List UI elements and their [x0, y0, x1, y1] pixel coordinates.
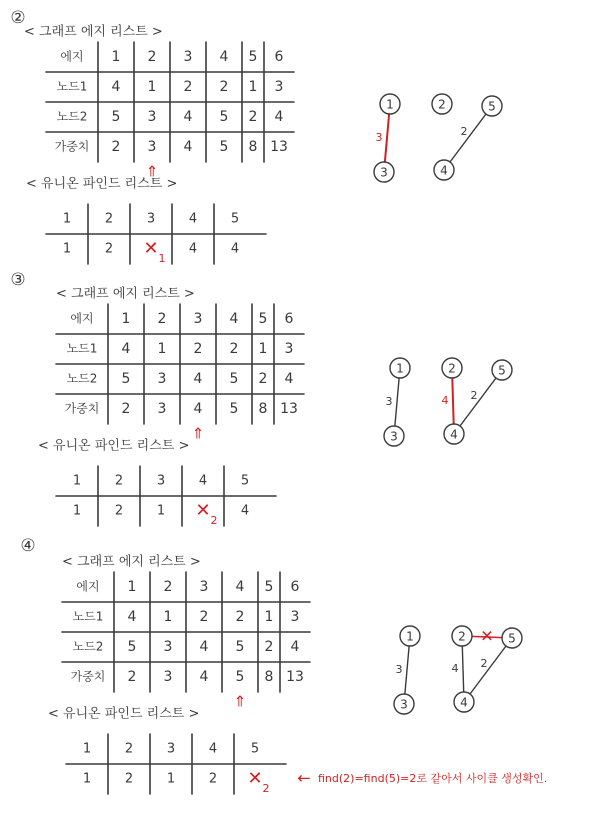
edge-list-table — [46, 42, 294, 181]
table-row-label: 가중치 — [64, 401, 100, 416]
uf-parent: 1 — [156, 503, 166, 519]
uf-parent: 2 — [104, 241, 114, 257]
table-cell: 2 — [235, 609, 245, 625]
table-cell: 5 — [264, 579, 274, 595]
current-edge-pointer: ⇑ — [233, 692, 247, 711]
table-cell: 1 — [157, 341, 167, 357]
graph-node-label: 2 — [458, 629, 466, 644]
graph-diagram — [384, 358, 512, 446]
graph-node-label: 4 — [460, 695, 468, 710]
table-cell: 4 — [183, 109, 193, 125]
table-cell: 2 — [183, 79, 193, 95]
table-cell: 6 — [274, 49, 284, 65]
rejected-edge-mark: ✕ — [480, 626, 494, 646]
table-cell: 1 — [258, 341, 268, 357]
edge-list-title: < 그래프 에지 리스트 > — [24, 24, 163, 40]
current-edge-pointer: ⇑ — [191, 424, 205, 443]
table-row-label: 노드1 — [66, 341, 98, 356]
table-cell: 2 — [163, 579, 173, 595]
table-cell: 5 — [219, 139, 229, 155]
step-3-section — [10, 270, 512, 527]
table-cell: 4 — [193, 371, 203, 387]
uf-index: 5 — [230, 211, 240, 227]
table-cell: 1 — [264, 609, 274, 625]
uf-parent: 1 — [82, 771, 92, 787]
uf-index: 3 — [156, 473, 166, 489]
table-cell: 5 — [248, 49, 258, 65]
graph-edge-4-5 — [454, 370, 502, 434]
edge-weight-label: 2 — [460, 125, 468, 138]
edge-weight-label: 2 — [470, 389, 478, 402]
uf-index: 5 — [240, 473, 250, 489]
step-2-section — [10, 8, 502, 265]
table-cell: 4 — [183, 139, 193, 155]
uf-overwritten-mark: ✕ — [143, 238, 159, 259]
step-number: ③ — [10, 270, 26, 290]
table-cell: 3 — [157, 401, 167, 417]
table-cell: 3 — [290, 609, 300, 625]
step-number: ② — [10, 8, 26, 28]
table-cell: 3 — [163, 639, 173, 655]
table-cell: 3 — [284, 341, 294, 357]
uf-index: 3 — [146, 211, 156, 227]
table-cell: 2 — [111, 139, 121, 155]
table-cell: 5 — [111, 109, 121, 125]
table-cell: 5 — [229, 371, 239, 387]
graph-node-label: 5 — [488, 99, 496, 114]
uf-index: 4 — [198, 473, 208, 489]
table-row-label: 에지 — [70, 311, 94, 326]
table-cell: 1 — [147, 79, 157, 95]
uf-parent: 1 — [62, 241, 72, 257]
table-row-label: 가중치 — [54, 139, 90, 154]
current-edge-pointer: ⇑ — [145, 162, 159, 181]
edge-list-title: < 그래프 에지 리스트 > — [62, 554, 201, 570]
table-cell: 2 — [121, 401, 131, 417]
table-cell: 4 — [284, 371, 294, 387]
table-cell: 2 — [199, 609, 209, 625]
graph-node-label: 2 — [448, 361, 456, 376]
table-cell: 5 — [235, 669, 245, 685]
table-cell: 2 — [219, 79, 229, 95]
edge-weight-label: 4 — [441, 394, 449, 407]
uf-index: 1 — [72, 473, 82, 489]
table-row-label: 에지 — [60, 49, 84, 64]
union-find-table — [66, 734, 286, 795]
uf-parent: 2 — [208, 771, 218, 787]
table-cell: 2 — [258, 371, 268, 387]
cycle-note: find(2)=find(5)=2로 같아서 사이클 생성확인. — [318, 772, 548, 785]
uf-index: 3 — [166, 741, 176, 757]
edge-list-title: < 그래프 에지 리스트 > — [56, 286, 195, 302]
table-cell: 4 — [199, 639, 209, 655]
graph-node-label: 1 — [396, 361, 404, 376]
uf-overwritten-mark: ✕ — [195, 500, 211, 521]
table-cell: 3 — [193, 311, 203, 327]
table-cell: 2 — [229, 341, 239, 357]
uf-index: 1 — [82, 741, 92, 757]
table-cell: 4 — [290, 639, 300, 655]
table-cell: 3 — [163, 669, 173, 685]
edge-list-table — [62, 572, 310, 711]
table-cell: 3 — [274, 79, 284, 95]
uf-parent: 4 — [240, 503, 250, 519]
table-cell: 13 — [286, 669, 304, 685]
table-cell: 3 — [183, 49, 193, 65]
table-row-label: 에지 — [76, 579, 100, 594]
uf-new-parent: 2 — [262, 782, 270, 795]
table-cell: 4 — [274, 109, 284, 125]
table-cell: 8 — [248, 139, 258, 155]
table-cell: 13 — [280, 401, 298, 417]
graph-node-label: 4 — [450, 427, 458, 442]
union-find-title: < 유니온 파인드 리스트 > — [38, 438, 190, 454]
uf-parent: 1 — [166, 771, 176, 787]
graph-node-label: 3 — [380, 165, 388, 180]
table-row-label: 노드2 — [66, 371, 98, 386]
uf-index: 5 — [250, 741, 260, 757]
table-cell: 2 — [127, 669, 137, 685]
table-cell: 5 — [121, 371, 131, 387]
edge-list-table — [56, 304, 304, 443]
table-cell: 3 — [147, 139, 157, 155]
uf-parent: 2 — [114, 503, 124, 519]
uf-parent: 4 — [188, 241, 198, 257]
graph-node-label: 3 — [400, 697, 408, 712]
graph-node-label: 3 — [390, 429, 398, 444]
table-cell: 5 — [127, 639, 137, 655]
table-cell: 4 — [121, 341, 131, 357]
table-cell: 5 — [219, 109, 229, 125]
table-row-label: 노드2 — [72, 639, 104, 654]
table-cell: 4 — [199, 669, 209, 685]
table-cell: 6 — [284, 311, 294, 327]
table-cell: 4 — [229, 311, 239, 327]
table-cell: 3 — [199, 579, 209, 595]
table-cell: 1 — [163, 609, 173, 625]
table-cell: 2 — [248, 109, 258, 125]
table-cell: 4 — [219, 49, 229, 65]
table-cell: 4 — [193, 401, 203, 417]
union-find-table — [46, 204, 266, 265]
graph-diagram — [374, 94, 502, 182]
union-find-table — [56, 466, 276, 527]
uf-index: 4 — [188, 211, 198, 227]
edge-weight-label: 3 — [385, 395, 393, 408]
uf-index: 2 — [124, 741, 134, 757]
union-find-title: < 유니온 파인드 리스트 > — [26, 176, 178, 192]
table-row-label: 노드2 — [56, 109, 88, 124]
table-cell: 2 — [157, 311, 167, 327]
edge-weight-label: 2 — [480, 657, 488, 670]
table-cell: 2 — [193, 341, 203, 357]
uf-new-parent: 2 — [210, 514, 218, 527]
uf-index: 2 — [114, 473, 124, 489]
step-4-section — [20, 536, 547, 795]
uf-parent: 4 — [230, 241, 240, 257]
graph-node-label: 1 — [406, 629, 414, 644]
edge-weight-label: 3 — [375, 131, 383, 144]
edge-weight-label: 4 — [451, 662, 459, 675]
uf-index: 1 — [62, 211, 72, 227]
table-cell: 13 — [270, 139, 288, 155]
table-cell: 6 — [290, 579, 300, 595]
edge-weight-label: 3 — [395, 663, 403, 676]
uf-overwritten-mark: ✕ — [247, 768, 263, 789]
table-cell: 8 — [264, 669, 274, 685]
uf-index: 2 — [104, 211, 114, 227]
table-cell: 3 — [147, 109, 157, 125]
graph-edge-4-5 — [464, 638, 512, 702]
table-cell: 4 — [111, 79, 121, 95]
uf-parent: 2 — [124, 771, 134, 787]
table-row-label: 가중치 — [70, 669, 106, 684]
graph-node-label: 2 — [438, 97, 446, 112]
graph-node-label: 5 — [508, 631, 516, 646]
uf-index: 4 — [208, 741, 218, 757]
table-cell: 8 — [258, 401, 268, 417]
table-cell: 3 — [157, 371, 167, 387]
table-cell: 2 — [264, 639, 274, 655]
graph-edge-4-5 — [444, 106, 492, 170]
graph-node-label: 4 — [440, 163, 448, 178]
uf-new-parent: 1 — [158, 252, 166, 265]
table-cell: 5 — [235, 639, 245, 655]
table-row-label: 노드1 — [56, 79, 88, 94]
uf-parent: 1 — [72, 503, 82, 519]
graph-node-label: 1 — [386, 97, 394, 112]
table-cell: 4 — [127, 609, 137, 625]
table-cell: 1 — [127, 579, 137, 595]
table-cell: 4 — [235, 579, 245, 595]
graph-node-label: 5 — [498, 363, 506, 378]
table-cell: 1 — [121, 311, 131, 327]
step-number: ④ — [20, 536, 36, 556]
table-row-label: 노드1 — [72, 609, 104, 624]
table-cell: 2 — [147, 49, 157, 65]
union-find-title: < 유니온 파인드 리스트 > — [48, 706, 200, 722]
table-cell: 5 — [229, 401, 239, 417]
graph-diagram — [394, 626, 522, 714]
table-cell: 1 — [111, 49, 121, 65]
table-cell: 5 — [258, 311, 268, 327]
note-arrow: ← — [297, 768, 311, 788]
table-cell: 1 — [248, 79, 258, 95]
